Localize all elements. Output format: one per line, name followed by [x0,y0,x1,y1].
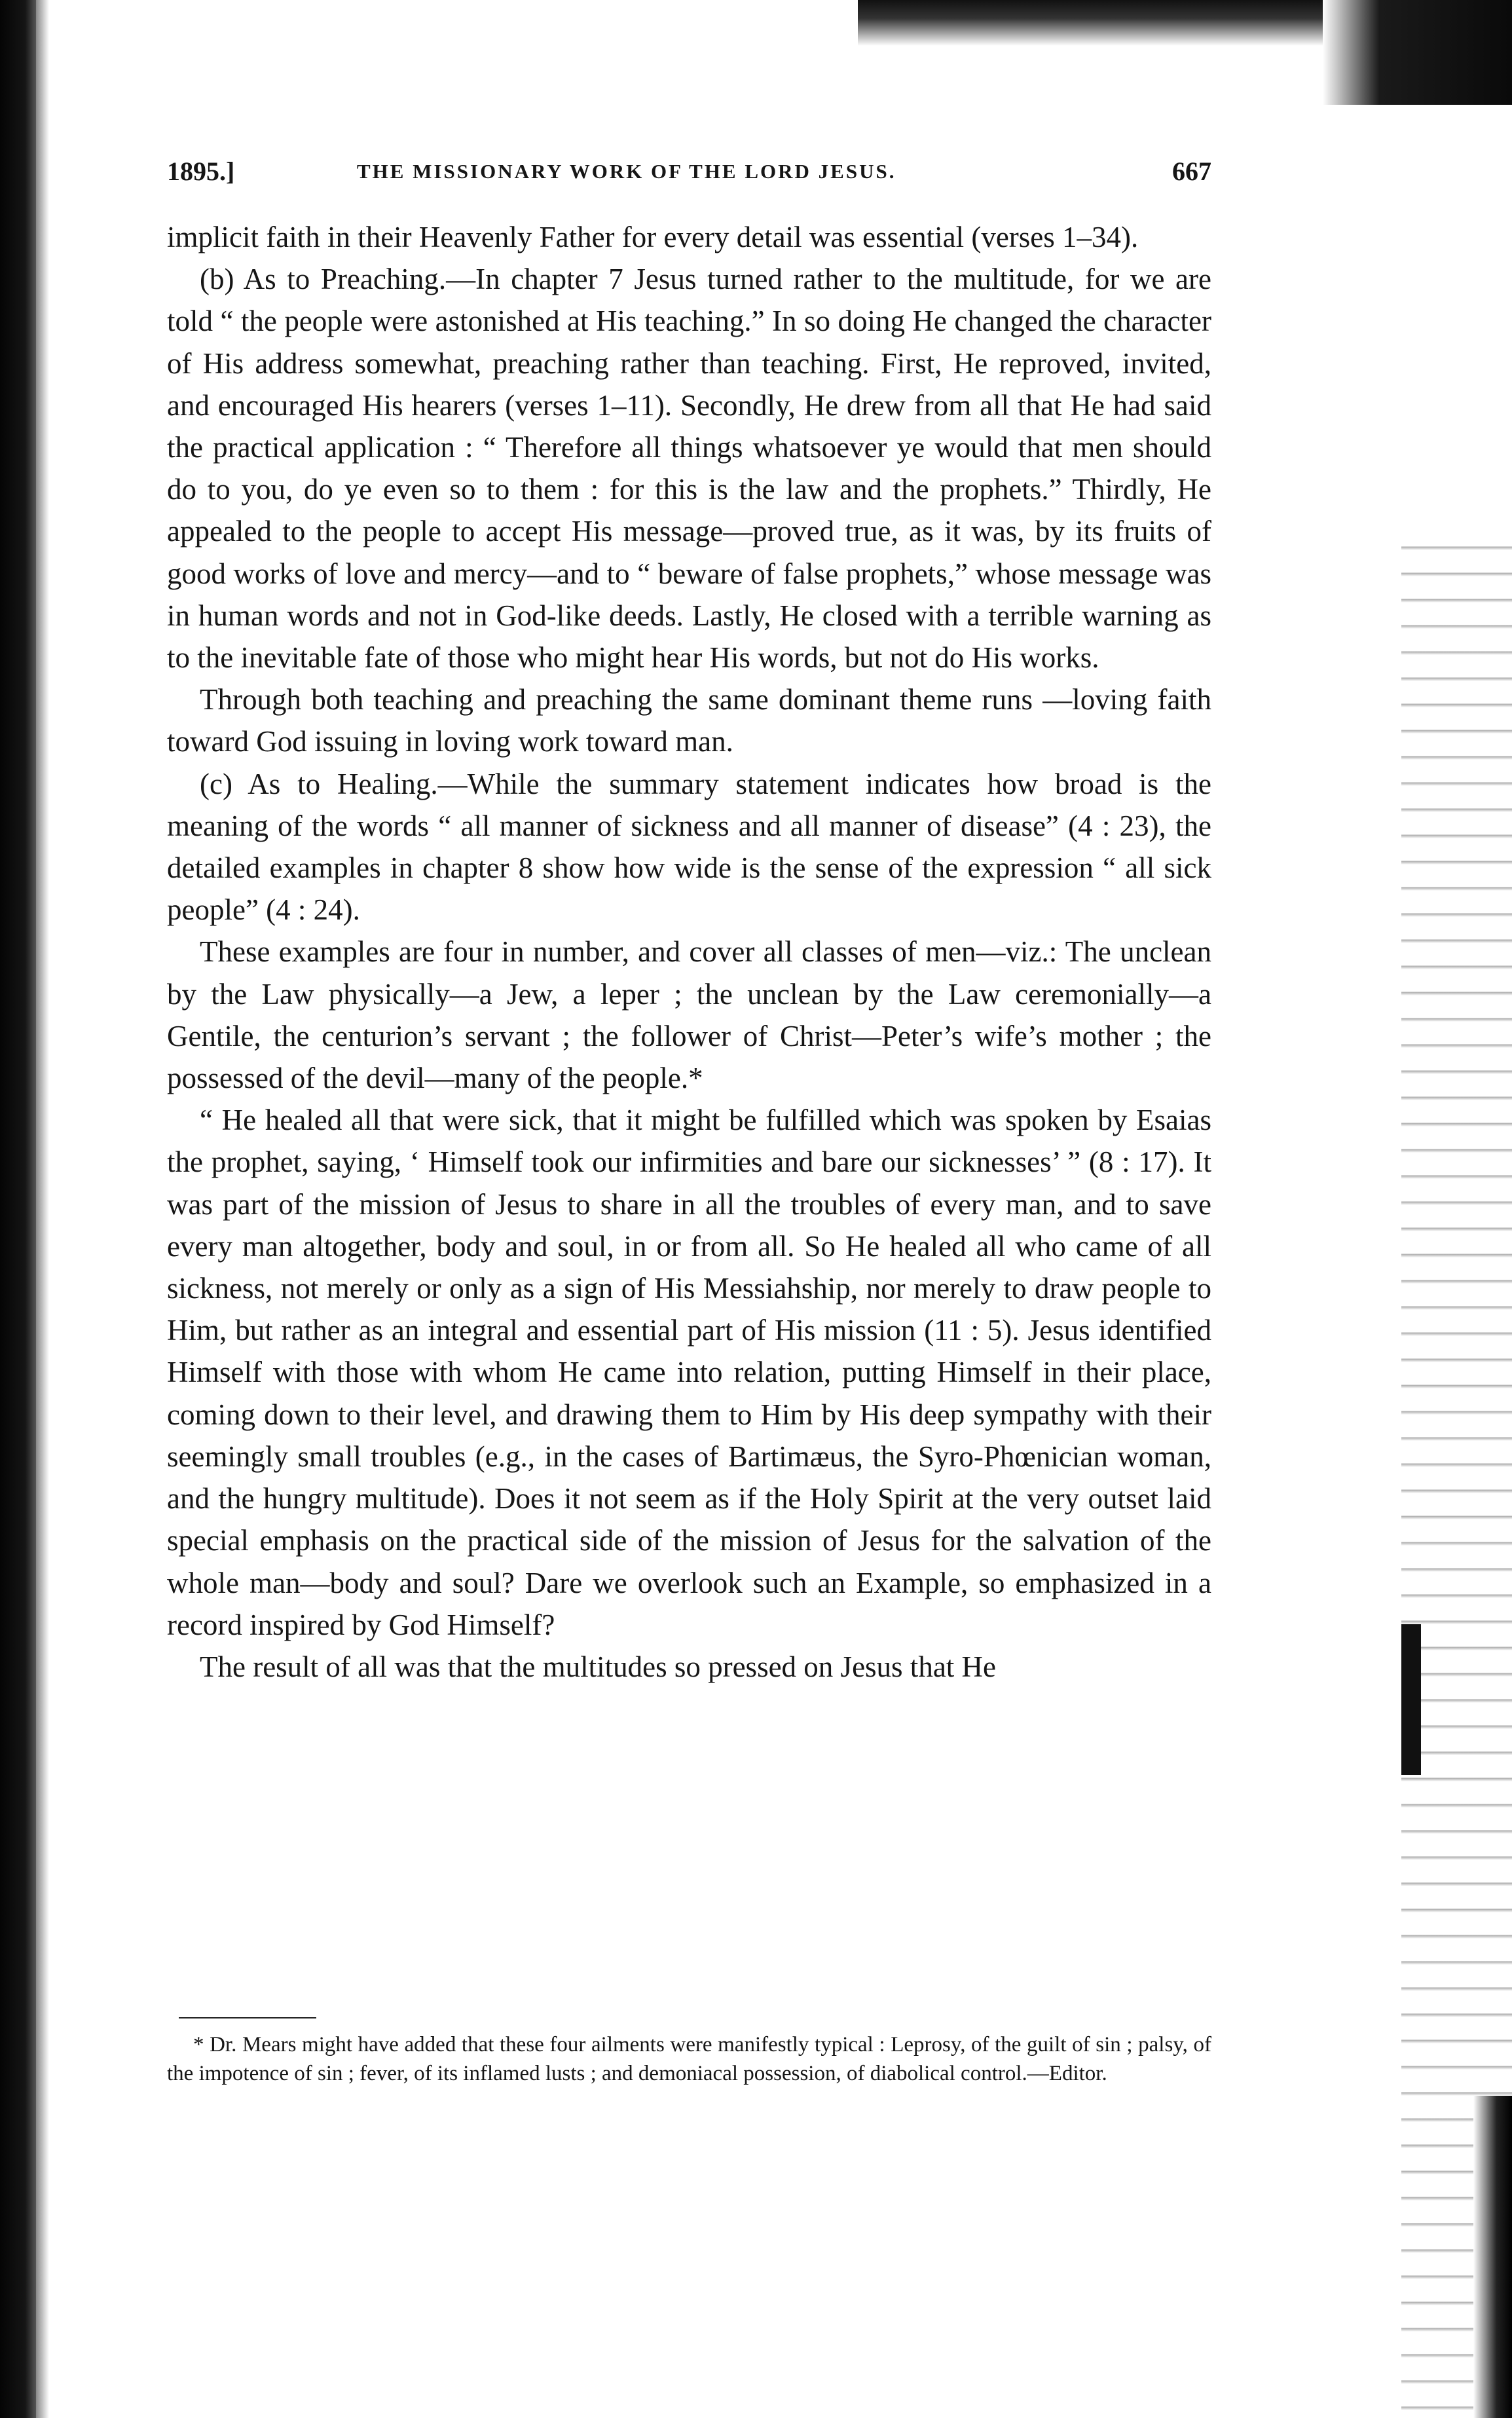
header-title: THE MISSIONARY WORK OF THE LORD JESUS. [357,160,896,183]
paragraph-1: implicit faith in their Heavenly Father for every detail was essential (verses 1–34). [167,221,1139,253]
paragraph-7: The result of all was that the multitudes so pressed on Jesus that He [200,1650,997,1683]
footnote [167,2030,1211,2088]
paragraph-5: These examples are four in number, and cover all classes of men—viz.: The unclean by the Law physically—a Jew, a leper ; the unclean by the Law ceremonially—a Gentile, the centurion’s servant ; the follower of Christ—Peter’s wife’s mother ; the possessed of the devil—many of the people.* [167,935,1211,1095]
paragraph-4: (c) As to Healing.—While the summary statement indicates how broad is the meaning of the words “ all manner of sickness and all manner of disease” (4 : 23), the detailed examples in chapter 8 show how wide is the sense of the expression “ all sick people” (4 : 24). [167,767,1211,927]
scan-edge-left-fade [36,0,49,2418]
paragraph-2: (b) As to Preaching.—In chapter 7 Jesus turned rather to the multitude, for we are told “ the people were astonished at His teaching.” In so doing He changed the character of His address somewhat, preaching rather than teaching. First, He reproved, invited, and encouraged His hearers (verses 1–11). Secondly, He drew from all that He had said the practical application : “ Therefore all things whatsoever ye would that men should do to you, do ye even so to them : for this is the law and the prophets.” Thirdly, He appealed to the people to accept His message—proved true, as it was, by its fruits of good works of love and mercy—and to “ beware of false prophets,” whose message was in human words and not in God-like deeds. Lastly, He closed with a terrible warning as to the inevitable fate of those who might hear His words, but not do His works. [167,263,1211,675]
page-number: 667 [1172,157,1211,186]
paragraph-3: Through both teaching and preaching the same dominant theme runs —loving faith toward God issuing in loving work toward man. [167,683,1211,758]
scan-edge-left [0,0,36,2418]
scan-edge-bottom-right [1473,2096,1512,2418]
body-text [167,216,1211,1688]
running-header [167,156,1211,202]
footnote-text: * Dr. Mears might have added that these four ailments were manifestly typical : Leprosy, of the guilt of sin ; palsy, of the impotence of sin ; fever, of its inflamed lusts ; and demoniacal possession, of diabolical control.—Editor. [167,2033,1211,2085]
scan-edge-top-right [1323,0,1512,105]
paragraph-6: “ He healed all that were sick, that it might be fulfilled which was spoken by Esaias the prophet, saying, ‘ Himself took our infirmities and bare our sicknesses’ ” (8 : 17). It was part of the mission of Jesus to share in all the troubles of every man, and to save every man altogether, body and soul, in or from all. So He healed all who came of all sickness, not merely or only as a sign of His Messiahship, nor merely to draw people to Him, but rather as an integral and essential part of His mission (11 : 5). Jesus identified Himself with those with whom He came into relation, putting Himself in their place, coming down to their level, and drawing them to Him by His deep sympathy with their seemingly small troubles (e.g., in the cases of Bartimæus, the Syro-Phœnician woman, and the hungry multitude). Does it not seem as if the Holy Spirit at the very outset laid special emphasis on the practical side of the mission of Jesus for the salvation of the whole man—body and soul? Dare we overlook such an Example, so emphasized in a record inspired by God Himself? [167,1104,1211,1641]
scan-mark-right [1401,1624,1421,1775]
header-date: 1895.] [167,157,235,186]
footnote-rule [179,2017,316,2018]
